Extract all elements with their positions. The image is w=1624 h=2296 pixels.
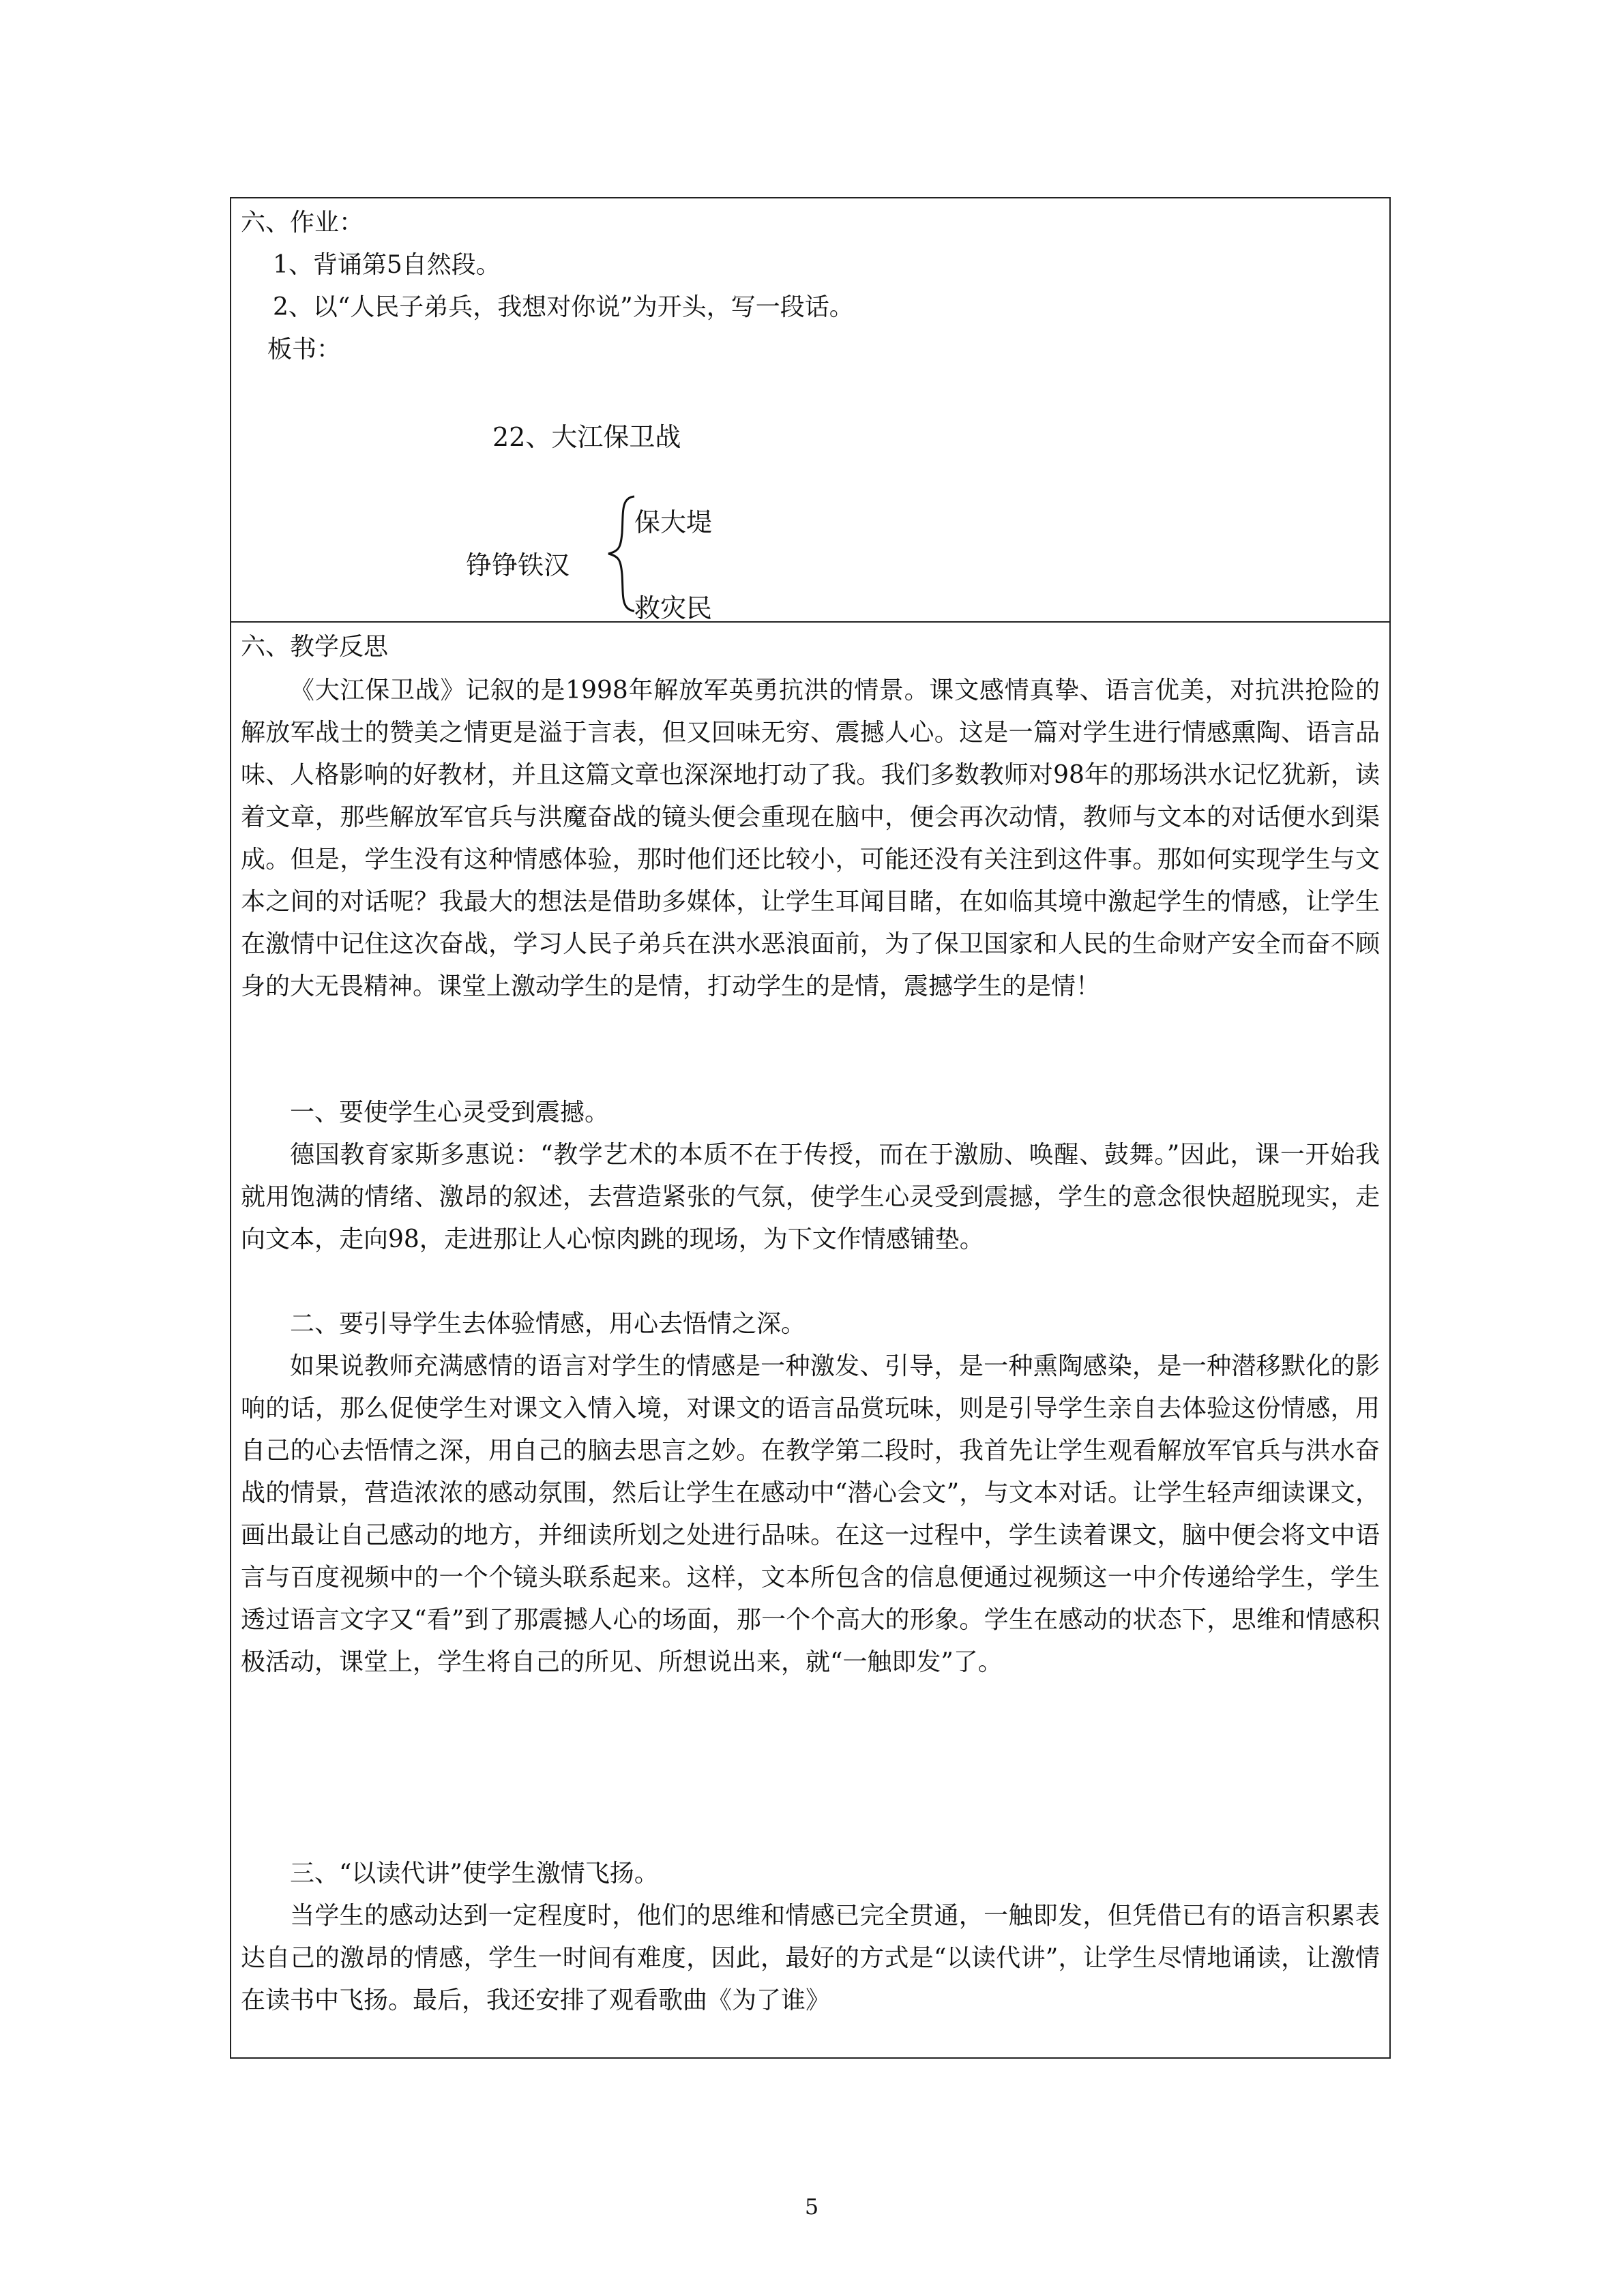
board-subject: 铮铮铁汉 <box>466 550 570 580</box>
board-label: 板书： <box>267 336 342 363</box>
homework-item-1: 1、背诵第5自然段。 <box>273 251 501 279</box>
reflection-point-3-body: 当学生的感动达到一定程度时，他们的思维和情感已完全贯通，一触即发，但凭借已有的语言积累表达自己的激昂的情感，学生一时间有难度，因此，最好的方式是“以读代讲”，让学生尽情地诵读，让激情在读书中飞扬。最后，我还安排了观看歌曲《为了谁》 <box>241 1902 1380 2014</box>
homework-heading: 六、作业： <box>241 209 364 237</box>
reflection-point-2-body: 如果说教师充满感情的语言对学生的情感是一种激发、引导，是一种熏陶感染，是一种潜移默化的影响的话，那么促使学生对课文入情入境，对课文的语言品赏玩味，则是引导学生亲自去体验这份情感，用自己的心去悟情之深，用自己的脑去思言之妙。在教学第二段时，我首先让学生观看解放军官兵与洪水奋战的情景，营造浓浓的感动氛围，然后让学生在感动中“潜心会文”，与文本对话。让学生轻声细读课文，画出最让自己感动的地方，并细读所划之处进行品味。在这一过程中，学生读着课文，脑中便会将文中语言与百度视频中的一个个镜头联系起来。这样，文本所包含的信息便通过视频这一中介传递给学生，学生透过语言文字又“看”到了那震撼人心的场面，那一个个高大的形象。学生在感动的状态下，思维和情感积极活动，课堂上，学生将自己的所见、所想说出来，就“一触即发”了。 <box>241 1352 1380 1676</box>
reflection-paragraph-intro: 《大江保卫战》记叙的是1998年解放军英勇抗洪的情景。课文感情真挚、语言优美，对抗洪抢险的解放军战士的赞美之情更是溢于言表，但又回味无穷、震撼人心。这是一篇对学生进行情感熏陶、语言品味、人格影响的好教材，并且这篇文章也深深地打动了我。我们多数教师对98年的那场洪水记忆犹新，读着文章，那些解放军官兵与洪魔奋战的镜头便会重现在脑中，便会再次动情，教师与文本的对话便水到渠成。但是，学生没有这种情感体验，那时他们还比较小，可能还没有关注到这件事。那如何实现学生与文本之间的对话呢？我最大的想法是借助多媒体，让学生耳闻目睹，在如临其境中激起学生的情感，让学生在激情中记住这次奋战，学习人民子弟兵在洪水恶浪面前，为了保卫国家和人民的生命财产安全而奋不顾身的大无畏精神。课堂上激动学生的是情，打动学生的是情，震撼学生的是情！ <box>241 676 1380 1000</box>
board-branch-2: 救灾民 <box>634 593 713 623</box>
homework-item-2: 2、以“人民子弟兵，我想对你说”为开头，写一段话。 <box>273 293 854 321</box>
reflection-heading: 六、教学反思 <box>241 633 389 661</box>
reflection-point-2-heading: 二、要引导学生去体验情感，用心去悟情之深。 <box>290 1310 806 1338</box>
table-row-divider <box>230 621 1391 623</box>
page-number: 5 <box>804 2194 819 2220</box>
board-title: 22、大江保卫战 <box>492 422 681 452</box>
reflection-point-1-body: 德国教育家斯多惠说：“教学艺术的本质不在于传授，而在于激励、唤醒、鼓舞。”因此，课一开始我就用饱满的情绪、激昂的叙述，去营造紧张的气氛，使学生心灵受到震撼，学生的意念很快超脱现实，走向文本，走向98，走进那让人心惊肉跳的现场，为下文作情感铺垫。 <box>241 1141 1380 1253</box>
board-branch-1: 保大堤 <box>634 507 713 537</box>
reflection-point-3-heading: 三、“以读代讲”使学生激情飞扬。 <box>290 1860 659 1888</box>
reflection-point-1-heading: 一、要使学生心灵受到震撼。 <box>290 1099 610 1127</box>
